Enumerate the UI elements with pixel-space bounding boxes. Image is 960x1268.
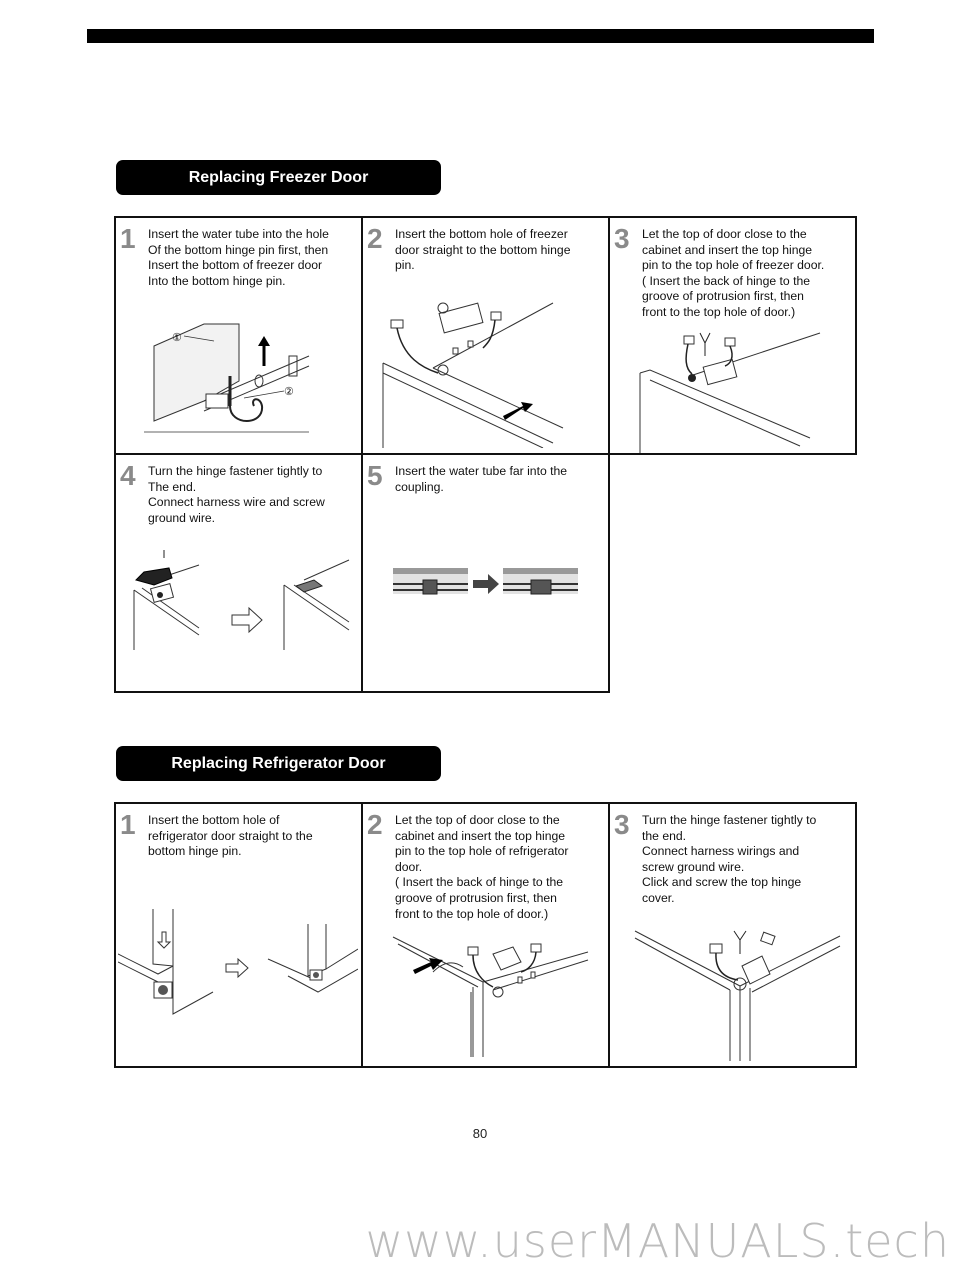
step-instructions: Turn the hinge fastener tightly to the end. Connect harness wirings and screw ground wire. Click and screw the top hinge cover. [642,813,817,905]
step-number: 4 [120,460,136,491]
step-number: 2 [367,809,383,840]
freezer-steps-grid [114,216,857,693]
section-title-freezer: Replacing Freezer Door [116,160,441,195]
refrigerator-step-1 [116,804,361,1066]
refrigerator-step-2-illustration [373,932,598,1062]
step-instructions: Let the top of door close to the cabinet and insert the top hinge pin to the top hole of freezer door. ( Insert the back of hinge to the groove of protrusion first, then front to the top hole of door.) [642,227,825,319]
step-number: 5 [367,460,383,491]
refrigerator-step-2 [363,804,608,1066]
freezer-step-2-illustration [373,298,593,448]
refrigerator-steps-grid [114,802,857,1068]
freezer-step-4-illustration [124,550,359,650]
step-instructions: Insert the water tube into the hole Of the bottom hinge pin first, then Insert the bottom of freezer door Into the bottom hinge pin. [148,227,329,288]
step-number: 1 [120,809,136,840]
step-number: 1 [120,223,136,254]
callout-1: ① [172,332,182,344]
freezer-step-3-illustration [630,328,850,453]
refrigerator-step-1-illustration [118,904,358,1024]
freezer-step-5 [363,455,608,691]
step-instructions: Insert the bottom hole of refrigerator door straight to the bottom hinge pin. [148,813,313,859]
step-number: 3 [614,809,630,840]
step-number: 3 [614,223,630,254]
freezer-step-3 [610,218,855,453]
freezer-step-1-illustration [144,306,314,436]
step-instructions: Insert the bottom hole of freezer door straight to the bottom hinge pin. [395,227,571,273]
step-instructions: Turn the hinge fastener tightly to The end. Connect harness wire and screw ground wire. [148,464,325,525]
freezer-step-5-illustration [393,560,583,630]
step-number: 2 [367,223,383,254]
callout-2: ② [284,386,294,398]
freezer-step-2 [363,218,608,453]
watermark: www.userMANUALS.tech [365,1214,950,1268]
refrigerator-step-3 [610,804,855,1066]
step-instructions: Let the top of door close to the cabinet and insert the top hinge pin to the top hole of refrigerator door. ( Insert the back of hinge to the groove of protrusion first, then front to the top hole of door.) [395,813,569,921]
section-title-refrigerator: Replacing Refrigerator Door [116,746,441,781]
freezer-step-4 [116,455,361,691]
freezer-step-1 [116,218,361,453]
page-number: 80 [472,1126,488,1141]
step-instructions: Insert the water tube far into the coupling. [395,464,568,494]
header-rule [87,29,874,43]
refrigerator-step-3-illustration [630,926,850,1061]
